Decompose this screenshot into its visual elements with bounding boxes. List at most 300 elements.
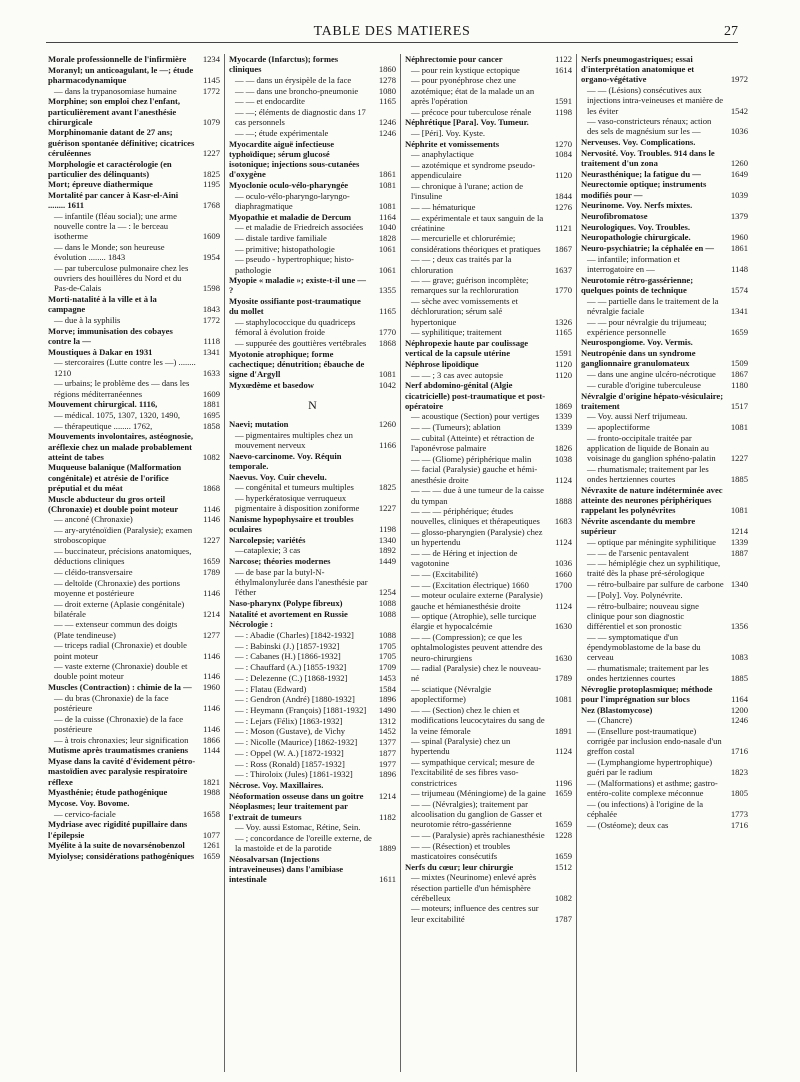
entry-text: Myopie « maladie »; existe-t-il une — ? [229, 275, 367, 296]
entry-page-number: 1637 [554, 264, 572, 275]
entry-page-number: 1355 [378, 285, 396, 296]
index-entry [581, 391, 748, 411]
entry-text: Neutropénie dans un syndrome ganglionnaire granulomateux [581, 348, 696, 369]
entry-page-number: 1120 [555, 358, 572, 369]
entry-page-number: 1869 [554, 400, 572, 411]
entry-page-number: 1200 [730, 704, 748, 715]
index-entry [581, 222, 748, 232]
index-entry [229, 254, 396, 274]
entry-page-number: 1867 [730, 369, 748, 380]
index-entry [405, 139, 572, 149]
entry-text: — distale tardive familiale [235, 232, 327, 243]
entry-page-number: 1036 [730, 126, 748, 137]
index-column [576, 54, 752, 1072]
entry-text: Nerfs pneumogastriques; essai d'interprétation anatomique et organo-végétative [581, 54, 695, 85]
entry-text: Neurasthénique; la fatigue du — [581, 168, 701, 179]
index-entry [405, 254, 572, 274]
entry-text: — (Ostéome); deux cas [587, 819, 669, 830]
entry-page-number: 1146 [203, 587, 220, 598]
entry-page-number: 1858 [202, 420, 220, 431]
index-entry [405, 841, 572, 861]
index-entry [405, 359, 572, 369]
entry-page-number: 1695 [202, 409, 220, 420]
entry-text: Mutisme après traumatismes craniens [48, 745, 189, 756]
entry-page-number: 1081 [378, 179, 396, 190]
entry-page-number: 1700 [554, 579, 572, 590]
index-entry [405, 872, 572, 903]
index-entry [581, 548, 748, 558]
entry-page-number: 1960 [202, 682, 220, 693]
entry-text: — — pour névralgie du trijumeau; expérience personnelle [587, 316, 707, 337]
index-entry [581, 590, 748, 600]
index-entry [405, 296, 572, 327]
entry-page-number: 1574 [730, 284, 748, 295]
index-entry [229, 705, 396, 715]
index-entry [405, 149, 572, 159]
entry-page-number: 1826 [554, 443, 572, 454]
entry-page-number: 1889 [378, 843, 396, 854]
index-entry [48, 294, 220, 314]
entry-page-number: 1649 [730, 168, 748, 179]
entry-text: — thérapeutique ........ 1762, [54, 420, 153, 431]
entry-text: — — dans un érysipèle de la face [235, 74, 352, 85]
entry-text: Myasthénie; étude pathogénique [48, 787, 168, 798]
entry-text: Myxœdème et basedow [229, 379, 314, 390]
index-entry [48, 756, 220, 787]
entry-page-number: 1861 [730, 243, 748, 254]
entry-text: — —; éléments de diagnostic dans 17 cas personnels [235, 107, 366, 128]
entry-page-number: 1825 [202, 168, 220, 179]
entry-text: — à trois chronaxies; leur signification [54, 734, 189, 745]
entry-text: — primitive; histopathologie [235, 243, 335, 254]
entry-page-number: 1885 [730, 672, 748, 683]
index-columns [48, 54, 752, 1072]
index-entry [229, 619, 396, 629]
index-entry [48, 514, 220, 524]
index-entry [48, 787, 220, 797]
index-entry [229, 128, 396, 138]
index-entry [229, 641, 396, 651]
entry-page-number: 1828 [378, 232, 396, 243]
index-entry [405, 338, 572, 358]
entry-page-number: 1770 [378, 327, 396, 338]
entry-text: — trijumeau (Méningiome) de la gaine [411, 788, 546, 799]
index-entry [581, 200, 748, 210]
entry-page-number: 1960 [730, 232, 748, 243]
entry-text: — moteurs; influence des centres sur leur excitabilité [411, 903, 539, 924]
index-entry [48, 546, 220, 566]
entry-text: Mortalité par cancer à Kasr-el-Aini ........ 1611 [48, 190, 179, 211]
index-entry [48, 211, 220, 242]
entry-page-number: 1356 [730, 620, 748, 631]
entry-page-number: 1877 [378, 747, 396, 758]
index-entry [48, 357, 220, 377]
entry-text: — vaste externe (Chronaxie) double et double point moteur [54, 661, 188, 682]
index-entry [405, 506, 572, 526]
entry-page-number: 1166 [379, 439, 396, 450]
index-entry [48, 190, 220, 210]
entry-text: — — de Héring et injection de vagotonine [411, 548, 518, 569]
entry-text: — stercoraires (Lutte contre les —) ........ 1210 [54, 357, 196, 378]
entry-page-number: 1868 [202, 482, 220, 493]
entry-text: — rétro-bulbaire; nouveau signe clinique pour son diagnostic différentiel et son pronostic [587, 600, 699, 631]
entry-page-number: 1088 [378, 608, 396, 619]
entry-page-number: 1120 [555, 369, 572, 380]
entry-text: Néphrose lipoïdique [405, 358, 479, 369]
entry-text: — Voy. aussi Estomac, Rétine, Sein. [235, 822, 361, 833]
index-entry [581, 705, 748, 715]
entry-page-number: 1146 [203, 724, 220, 734]
entry-page-number: 1214 [378, 790, 396, 801]
entry-text: — triceps radial (Chronaxie) et double point moteur [54, 640, 187, 661]
index-entry [229, 726, 396, 736]
entry-text: — oculo-vélo-pharyngo-laryngo-diaphragmatique [235, 190, 350, 211]
index-entry [229, 191, 396, 211]
index-entry [405, 65, 572, 75]
entry-page-number: 1630 [554, 621, 572, 632]
entry-page-number: 1683 [554, 516, 572, 527]
index-entry [405, 569, 572, 579]
index-entry [405, 862, 572, 872]
entry-text: Neuropathologie chirurgicale. [581, 232, 691, 243]
index-entry [405, 580, 572, 590]
entry-page-number: 1659 [554, 819, 572, 830]
entry-page-number: 1977 [378, 758, 396, 769]
index-entry [229, 233, 396, 243]
entry-text: Morale professionnelle de l'infirmière [48, 54, 187, 64]
entry-page-number: 1180 [731, 379, 748, 390]
index-entry [581, 211, 748, 221]
index-entry [229, 430, 396, 450]
index-entry [48, 65, 220, 85]
index-entry [229, 673, 396, 683]
entry-text: Narcolepsie; variétés [229, 534, 306, 545]
entry-text: — (Malformations) et asthme; gastro-entéro-colite complexe méconnue [587, 778, 718, 799]
entry-text: Néoplasmes; leur traitement par l'extrait de tumeurs [229, 801, 348, 822]
entry-page-number: 1659 [202, 556, 220, 567]
entry-text: Neurologiques. Voy. Troubles. [581, 221, 690, 232]
entry-text: — — (Gliome) périphérique malin [411, 453, 532, 464]
entry-page-number: 1341 [202, 346, 220, 357]
entry-text: — (Lymphangiome hypertrophique) guéri par le radium [587, 757, 713, 778]
entry-page-number: 1584 [378, 683, 396, 694]
index-entry [229, 630, 396, 640]
entry-page-number: 1164 [731, 693, 748, 704]
entry-text: — de base par la butyl-N-éthylmalonylurée dans l'anesthésie par l'éther [235, 566, 368, 598]
entry-page-number: 1867 [554, 243, 572, 254]
index-entry [48, 599, 220, 619]
index-entry [229, 748, 396, 758]
entry-text: — pseudo - hypertrophique; histo-pathologie [235, 254, 354, 275]
entry-page-number: 1246 [730, 715, 748, 726]
entry-text: — mixtes (Neurinome) enlevé après résection partielle d'un hémisphère cérébelleux [411, 872, 537, 903]
index-entry [48, 693, 220, 713]
entry-page-number: 1954 [202, 252, 220, 263]
entry-text: Moranyl; un anticoagulant, le —; étude pharmacodynamique [48, 64, 194, 85]
entry-page-number: 1120 [555, 170, 572, 181]
entry-page-number: 1509 [730, 358, 748, 369]
entry-page-number: 1340 [730, 579, 748, 590]
index-entry [581, 579, 748, 589]
entry-text: — azotémique et syndrome pseudo-appendiculaire [411, 160, 536, 181]
index-entry [581, 85, 748, 116]
index-entry [48, 86, 220, 96]
index-entry [581, 348, 748, 368]
entry-text: — — symptomatique d'un épendymoblastome de la base du cerveau [587, 631, 701, 663]
entry-text: — cervico-faciale [54, 808, 116, 819]
index-entry [229, 212, 396, 222]
entry-page-number: 1377 [378, 737, 396, 748]
index-entry [229, 451, 396, 471]
entry-text: Natalité et avortement en Russie [229, 608, 348, 619]
entry-page-number: 1036 [554, 558, 572, 569]
index-entry [581, 632, 748, 663]
index-entry [229, 86, 396, 96]
entry-page-number: 1892 [378, 545, 396, 556]
entry-text: — mercurielle et chlorurémie; considérations théoriques et pratiques [411, 233, 541, 254]
entry-text: — [Poly]. Voy. Polynévrite. [587, 589, 683, 600]
index-entry [48, 578, 220, 598]
entry-text: Moustiques à Dakar en 1931 [48, 346, 153, 357]
entry-page-number: 1659 [554, 850, 572, 861]
entry-text: — — (Excitation électrique) 1660 [411, 579, 529, 590]
entry-page-number: 1164 [379, 211, 396, 222]
index-entry [405, 54, 572, 64]
index-entry [405, 327, 572, 337]
entry-page-number: 1326 [554, 316, 572, 327]
entry-page-number: 1591 [554, 95, 572, 106]
index-entry [229, 716, 396, 726]
entry-page-number: 1144 [203, 745, 220, 756]
entry-page-number: 1260 [378, 419, 396, 429]
entry-text: — : Thiroloix (Jules) [1861-1932] [235, 769, 353, 780]
entry-text: — apoplectiforme [587, 422, 650, 433]
entry-page-number: 1861 [378, 169, 396, 180]
index-entry [405, 611, 572, 631]
entry-text: Nécrose. Voy. Maxillaires. [229, 779, 324, 790]
index-entry [48, 798, 220, 808]
entry-page-number: 1198 [555, 106, 572, 117]
index-entry [581, 232, 748, 242]
entry-text: Muscle abducteur du gros orteil (Chronaxie) et double point moteur [48, 493, 179, 514]
index-entry [229, 380, 396, 390]
entry-page-number: 1614 [554, 64, 572, 75]
entry-text: Myiolyse; considérations pathogéniques [48, 850, 195, 861]
entry-text: — : Gendron (André) [1880-1932] [235, 694, 355, 705]
index-entry [48, 462, 220, 493]
entry-text: Myocarde (Infarctus); formes cliniques [229, 54, 339, 75]
entry-page-number: 1088 [378, 630, 396, 641]
entry-page-number: 1081 [378, 200, 396, 211]
index-entry [581, 726, 748, 757]
entry-text: Mydriase avec rigidité pupillaire dans l'épilepsie [48, 819, 188, 840]
entry-text: Morphine; son emploi chez l'enfant, particulièrement avant l'anesthésie chirurgicale [48, 96, 181, 127]
index-entry [229, 801, 396, 821]
entry-page-number: 1081 [730, 505, 748, 516]
index-entry [229, 180, 396, 190]
entry-text: — pour rein kystique ectopique [411, 64, 520, 75]
entry-page-number: 1609 [202, 388, 220, 399]
entry-page-number: 1453 [378, 672, 396, 683]
entry-page-number: 1084 [554, 149, 572, 160]
index-entry [405, 590, 572, 610]
page-title: TABLE DES MATIERES [313, 24, 471, 39]
entry-page-number: 1227 [202, 535, 220, 546]
entry-text: — buccinateur, précisions anatomiques, déductions cliniques [54, 546, 192, 567]
index-entry [581, 601, 748, 632]
index-entry [581, 296, 748, 316]
index-entry [229, 296, 396, 316]
entry-text: Myosite ossifiante post-traumatique du mollet [229, 296, 361, 317]
entry-text: Nervosité. Voy. Troubles. 914 dans le traitement d'un zona [581, 147, 715, 169]
entry-page-number: 1146 [203, 514, 220, 525]
index-entry [405, 788, 572, 798]
index-entry [581, 254, 748, 274]
entry-text: — dans une angine ulcéro-nécrotique [587, 369, 716, 380]
entry-text: Myocardite aiguë infectieuse typhoïdique; sérum glucosé isotonique; injections sous-cutanées d'oxygène [229, 138, 360, 180]
entry-page-number: 1081 [554, 694, 572, 705]
entry-text: Névraxite de nature indéterminée avec atteinte des neurones périphériques rappelant les polynévrites [581, 484, 723, 516]
entry-page-number: 1379 [730, 211, 748, 222]
entry-page-number: 1709 [378, 662, 396, 673]
entry-page-number: 1042 [378, 379, 396, 390]
running-head [46, 24, 738, 43]
entry-text: — — (Excitabilité) [411, 568, 478, 579]
entry-text: — rétro-bulbaire par sulfure de carbone [587, 579, 724, 590]
entry-text: Mycose. Voy. Bovome. [48, 797, 130, 808]
index-entry [405, 411, 572, 421]
index-entry [48, 315, 220, 325]
index-entry [48, 661, 220, 681]
entry-text: Naevus. Voy. Cuir chevelu. [229, 471, 327, 482]
entry-page-number: 1339 [730, 536, 748, 547]
index-entry [229, 54, 396, 74]
entry-page-number: 1270 [554, 138, 572, 149]
entry-text: Neuro-psychiatrie; la céphalée en — [581, 243, 715, 254]
index-entry [48, 127, 220, 158]
index-entry [581, 820, 748, 830]
index-entry [229, 493, 396, 513]
entry-page-number: 1276 [554, 201, 572, 212]
index-entry [48, 745, 220, 755]
entry-text: Naevi; mutation [229, 419, 289, 429]
entry-text: Neurofibromatose [581, 211, 648, 222]
index-entry [48, 263, 220, 294]
index-column [48, 54, 224, 1072]
entry-text: Néoformation osseuse dans un goitre [229, 790, 364, 801]
entry-page-number: 1630 [554, 652, 572, 663]
entry-text: — : Heymann (François) [1881-1932] [235, 704, 367, 715]
index-entry [229, 567, 396, 598]
entry-page-number: 1891 [554, 725, 572, 736]
entry-text: Néphropexie haute par coulissage vertical de la capsule utérine [405, 337, 529, 359]
entry-text: — cléido-transversaire [54, 566, 133, 577]
entry-page-number: 1716 [730, 819, 748, 830]
entry-text: — dans le Monde; son heureuse évolution ........ 1843 [54, 242, 165, 263]
entry-page-number: 1449 [378, 556, 396, 567]
entry-text: — : Babinski (J.) [1857-1932] [235, 640, 340, 651]
index-entry [48, 840, 220, 850]
entry-text: — — (Compression); ce que les ophtalmologistes peuvent attendre des neuro-chirurgiens [411, 632, 543, 663]
index-entry [581, 757, 748, 777]
index-entry [581, 778, 748, 798]
entry-page-number: 1124 [555, 474, 572, 485]
entry-page-number: 1121 [555, 222, 572, 233]
entry-page-number: 1659 [730, 326, 748, 337]
index-entry [48, 326, 220, 346]
entry-text: — — (Résection) et troubles masticatoires consécutifs [411, 840, 511, 861]
index-entry [229, 545, 396, 555]
entry-text: — — partielle dans le traitement de la névralgie faciale [587, 295, 719, 316]
index-entry [48, 347, 220, 357]
index-entry [405, 903, 572, 923]
index-column [224, 54, 400, 1072]
index-entry [48, 851, 220, 861]
entry-text: Neurotomie rétro-gassérienne; quelques points de technique [581, 274, 694, 295]
entry-text: — congénital et tumeurs multiples [235, 482, 354, 493]
index-entry [229, 598, 396, 608]
entry-text: Myotonie atrophique; forme cachectique; dénutrition; ébauche de signe d'Argyll [229, 348, 365, 380]
index-entry [581, 169, 748, 179]
index-entry [405, 422, 572, 432]
index-column [400, 54, 576, 1072]
entry-text: Muqueuse balanique (Malformation congénitale) et atrésie de l'orifice préputial et du méat [48, 462, 182, 493]
entry-page-number: 1341 [730, 305, 748, 316]
entry-text: — rhumatismale; traitement par les ondes hertziennes courtes [587, 662, 709, 683]
entry-text: — par tuberculose pulmonaire chez les ouvriers des houillères du Nord et du Pas-de-Calais [54, 263, 189, 294]
entry-page-number: 1860 [378, 64, 396, 75]
entry-text: — sciatique (Névralgie apoplectiforme) [411, 684, 492, 705]
entry-page-number: 1146 [203, 671, 220, 682]
entry-text: — (Ensellure post-traumatique) corrigée par inclusion endo-nasale d'un greffon costal [587, 726, 722, 757]
index-entry [405, 799, 572, 830]
index-entry [229, 662, 396, 672]
entry-text: Névralgie d'origine hépato-vésiculaire; traitement [581, 390, 724, 411]
entry-text: Narcose; théories modernes [229, 556, 331, 567]
entry-text: — vaso-constricteurs rénaux; action des sels de magnésium sur les — [587, 116, 712, 137]
index-entry [229, 275, 396, 295]
index-entry [405, 128, 572, 138]
entry-page-number: 1061 [378, 264, 396, 275]
index-entry [48, 682, 220, 692]
entry-text: Neurectomie optique; instruments modifiés pour — [581, 179, 707, 200]
entry-page-number: 1825 [378, 482, 396, 493]
entry-text: — de la cuisse (Chronaxie) de la face postérieure [54, 713, 184, 734]
entry-page-number: 1768 [202, 200, 220, 211]
index-entry [581, 275, 748, 295]
entry-page-number: 1234 [202, 54, 220, 64]
entry-text: Muscles (Contraction) : chimie de la — [48, 682, 192, 693]
entry-page-number: 1038 [554, 453, 572, 464]
index-entry [405, 830, 572, 840]
index-entry [581, 464, 748, 484]
index-entry [229, 854, 396, 885]
index-entry [405, 75, 572, 106]
entry-text: — : Nicolle (Maurice) [1862-1932] [235, 737, 358, 748]
index-entry [405, 213, 572, 233]
entry-page-number: 1246 [378, 117, 396, 128]
entry-text: — anaphylactique [411, 149, 474, 160]
entry-page-number: 1452 [378, 726, 396, 737]
index-entry [229, 349, 396, 380]
entry-page-number: 1124 [555, 746, 572, 757]
entry-page-number: 1146 [203, 650, 220, 661]
index-entry [48, 410, 220, 420]
entry-page-number: 1611 [379, 874, 396, 885]
entry-page-number: 1789 [202, 566, 220, 577]
index-entry [405, 705, 572, 736]
entry-page-number: 1122 [555, 54, 572, 64]
